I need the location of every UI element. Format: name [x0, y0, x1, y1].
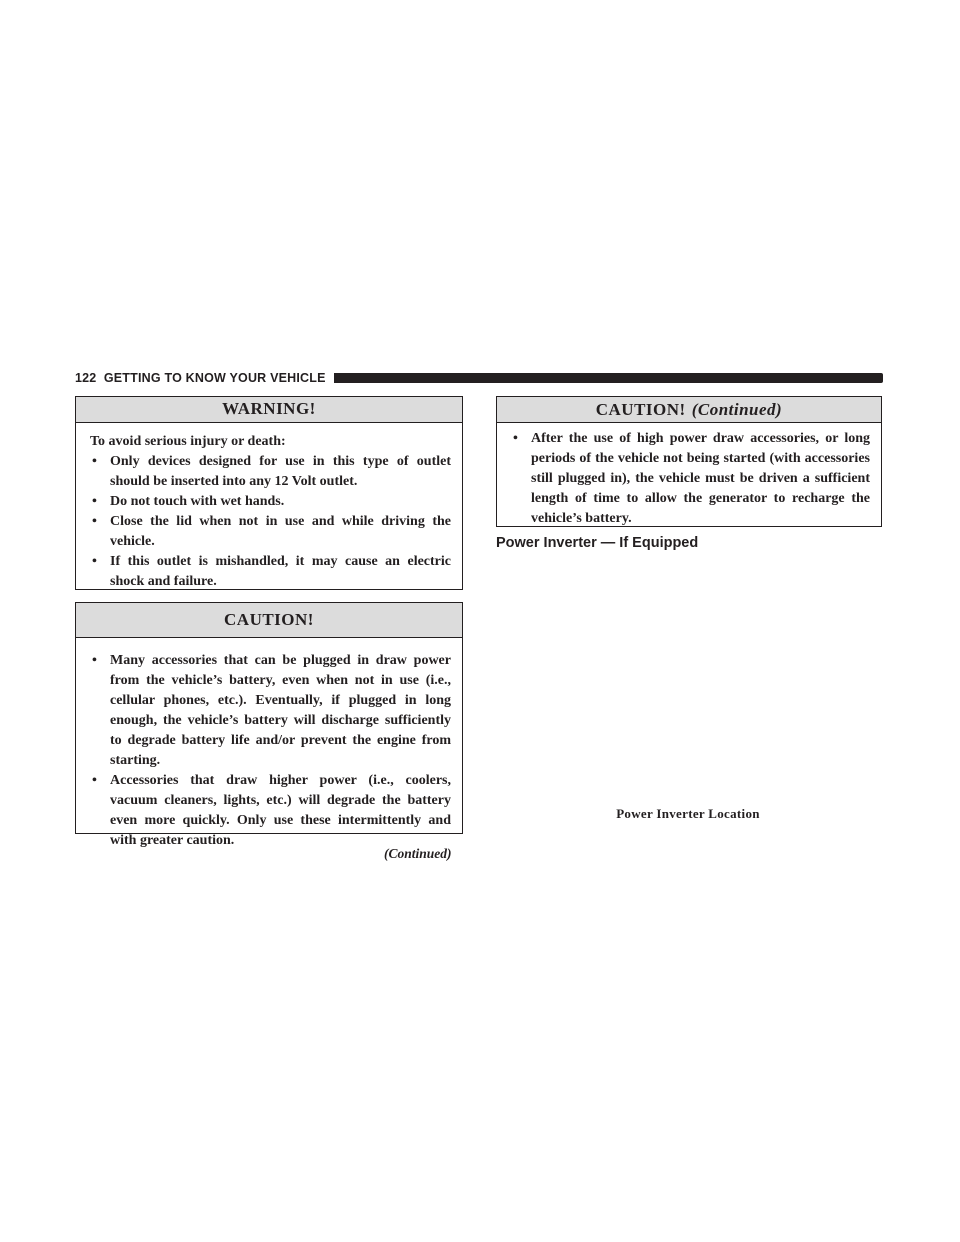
- page-header: [75, 370, 883, 386]
- caution-continued-title-text: CAUTION!: [595, 400, 686, 419]
- page-number: 122: [75, 371, 97, 385]
- warning-item: • Only devices designed for use in this type of outlet should be inserted into any 12 Volt outlet.: [90, 452, 451, 492]
- caution-continued-list: [511, 429, 870, 529]
- caution-title: CAUTION!: [76, 603, 462, 638]
- caution-continued-item: • After the use of high power draw accessories, or long periods of the vehicle not being started (with accessories still plugged in), the vehicle must be driven a sufficient length of time to allow the generator to recharge the vehicle’s battery.: [511, 429, 870, 529]
- caution-box: [75, 602, 463, 848]
- warning-item: • Close the lid when not in use and while driving the vehicle.: [90, 512, 451, 552]
- warning-item: • Do not touch with wet hands.: [90, 492, 451, 512]
- caution-item: • Many accessories that can be plugged in draw power from the vehicle’s battery, even when not in use (i.e., cellular phones, etc.). Eventually, if plugged in long enough, the vehicle’s battery will discharge sufficiently to degrade battery life and/or prevent the engine from starting.: [90, 651, 451, 771]
- header-rule: [334, 373, 883, 383]
- warning-body: [76, 423, 462, 592]
- warning-lead: To avoid serious injury or death:: [90, 434, 286, 449]
- caution-body: [76, 638, 462, 851]
- section-heading: Power Inverter — If Equipped: [496, 535, 699, 551]
- warning-list: [90, 452, 451, 592]
- caution-continued-body: [497, 423, 881, 529]
- chapter-title: GETTING TO KNOW YOUR VEHICLE: [103, 371, 326, 385]
- warning-title: WARNING!: [76, 397, 462, 423]
- caution-list: [90, 651, 451, 851]
- warning-item: • If this outlet is mishandled, it may cause an electric shock and failure.: [90, 552, 451, 592]
- caution-item: • Accessories that draw higher power (i.e., coolers, vacuum cleaners, lights, etc.) will degrade the battery even more quickly. Only use these intermittently and with greater caution.: [90, 771, 451, 851]
- page-header-text: [75, 371, 326, 385]
- warning-box: [75, 396, 463, 590]
- caution-continued-suffix: (Continued): [691, 400, 783, 419]
- caution-continued-box: [496, 396, 882, 527]
- continued-label: (Continued): [384, 846, 452, 861]
- figure-caption: Power Inverter Location: [616, 806, 760, 821]
- caution-continued-title: [497, 397, 881, 423]
